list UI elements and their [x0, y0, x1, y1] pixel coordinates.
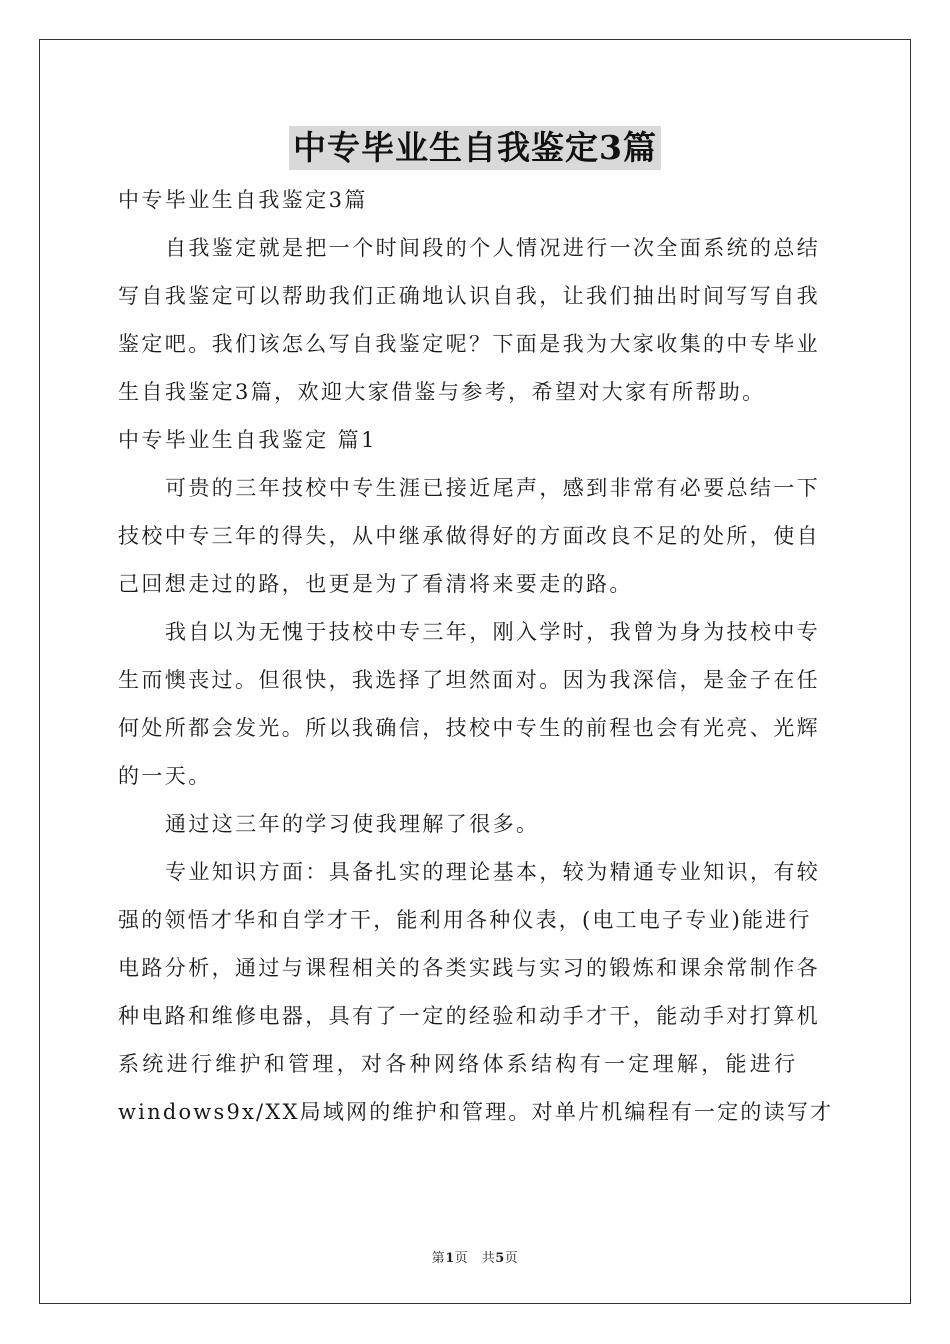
subtitle-line: 中专毕业生自我鉴定3篇	[118, 188, 368, 212]
paragraph-line: 生自我鉴定3篇，欢迎大家借鉴与参考，希望对大家有所帮助。	[118, 380, 766, 404]
paragraph-line: 何处所都会发光。所以我确信，技校中专生的前程也会有光亮、光辉	[118, 716, 820, 740]
document-title: 中专毕业生自我鉴定3篇	[289, 126, 661, 170]
page-label-prefix: 第	[431, 1251, 446, 1266]
current-page-number: 1	[445, 1251, 455, 1266]
section-heading: 中专毕业生自我鉴定 篇1	[118, 428, 377, 452]
paragraph-line: 生而懊丧过。但很快，我选择了坦然面对。因为我深信，是金子在任	[118, 668, 820, 692]
total-page-number: 5	[495, 1251, 505, 1266]
paragraph-line: 技校中专三年的得失，从中继承做得好的方面改良不足的处所，使自	[118, 524, 820, 548]
document-body	[118, 176, 836, 1136]
paragraph-line: 鉴定吧。我们该怎么写自我鉴定呢？下面是我为大家收集的中专毕业	[118, 332, 820, 356]
page-label-mid: 页 共	[454, 1251, 496, 1266]
paragraph-line: windows9x/XX局域网的维护和管理。对单片机编程有一定的读写才	[118, 1100, 834, 1124]
paragraph-line: 可贵的三年技校中专生涯已接近尾声，感到非常有必要总结一下	[165, 476, 821, 500]
paragraph-line: 自我鉴定就是把一个时间段的个人情况进行一次全面系统的总结	[165, 236, 821, 260]
paragraph-line: 的一天。	[118, 764, 212, 788]
page-label-suffix: 页	[504, 1251, 519, 1266]
paragraph-line: 通过这三年的学习使我理解了很多。	[165, 812, 540, 836]
paragraph-line: 电路分析，通过与课程相关的各类实践与实习的锻炼和课余常制作各	[118, 956, 820, 980]
paragraph-line: 我自以为无愧于技校中专三年，刚入学时，我曾为身为技校中专	[165, 620, 821, 644]
paragraph-line: 专业知识方面：具备扎实的理论基本，较为精通专业知识，有较	[165, 860, 821, 884]
paragraph-line: 强的领悟才华和自学才干，能利用各种仪表，(电工电子专业)能进行	[118, 908, 812, 932]
paragraph-line: 写自我鉴定可以帮助我们正确地认识自我，让我们抽出时间写写自我	[118, 284, 820, 308]
page-footer	[0, 1247, 950, 1266]
paragraph-line: 种电路和维修电器，具有了一定的经验和动手才干，能动手对打算机	[118, 1004, 820, 1028]
paragraph-line: 系统进行维护和管理，对各种网络体系结构有一定理解，能进行	[118, 1052, 799, 1076]
paragraph-line: 己回想走过的路，也更是为了看清将来要走的路。	[118, 572, 633, 596]
title-area	[0, 126, 950, 170]
